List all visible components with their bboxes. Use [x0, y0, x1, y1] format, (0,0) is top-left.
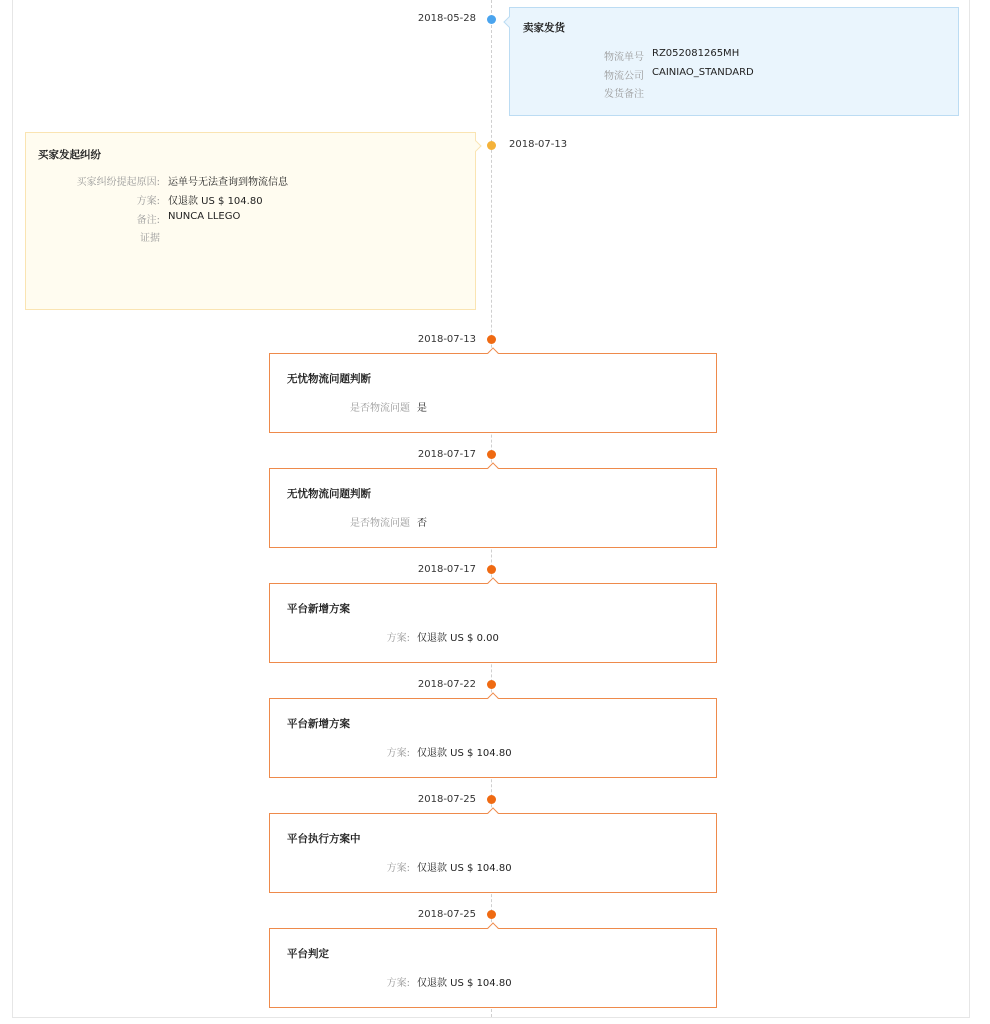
card-title: 无忧物流问题判断 [287, 488, 371, 500]
dispute-plan-value: 仅退款 US $ 104.80 [168, 196, 263, 207]
timeline-node-dot [487, 565, 496, 574]
card-title: 平台新增方案 [287, 718, 350, 730]
event-field-label: 方案: [386, 863, 410, 874]
tracking-number-label: 物流单号 [604, 52, 644, 63]
dispute-reason-value: 运单号无法查询到物流信息 [168, 177, 288, 188]
event-field-value: 仅退款 US $ 0.00 [417, 633, 499, 644]
card-title: 平台新增方案 [287, 603, 350, 615]
card-title: 平台执行方案中 [287, 833, 361, 845]
event-field-value: 仅退款 US $ 104.80 [417, 748, 512, 759]
dispute-remark-label: 备注: [136, 215, 160, 226]
dispute-remark-value: NUNCA LLEGO [168, 211, 241, 222]
seller-shipment-card [509, 7, 959, 116]
event-field-label: 是否物流问题 [350, 403, 410, 414]
platform-event-card [269, 583, 717, 663]
event-field-label: 方案: [386, 748, 410, 759]
timeline-date: 2018-05-28 [417, 13, 476, 24]
event-field-label: 方案: [386, 978, 410, 989]
timeline-date: 2018-07-25 [417, 909, 476, 920]
tracking-number-value: RZ052081265MH [652, 48, 740, 59]
timeline-date: 2018-07-17 [417, 449, 476, 460]
timeline-date: 2018-07-13 [509, 139, 568, 150]
timeline-date: 2018-07-22 [417, 679, 476, 690]
timeline-node-dot [487, 15, 496, 24]
timeline-node-dot [487, 141, 496, 150]
event-field-value: 否 [417, 518, 427, 529]
platform-event-card [269, 353, 717, 433]
timeline-node-dot [487, 335, 496, 344]
card-title: 平台判定 [287, 948, 329, 960]
buyer-dispute-card [25, 132, 476, 310]
event-field-value: 仅退款 US $ 104.80 [417, 863, 512, 874]
platform-event-card [269, 468, 717, 548]
timeline-date: 2018-07-13 [417, 334, 476, 345]
event-field-label: 是否物流问题 [350, 518, 410, 529]
shipment-note-label: 发货备注 [604, 89, 644, 100]
dispute-plan-label: 方案: [136, 196, 160, 207]
timeline-node-dot [487, 795, 496, 804]
event-field-label: 方案: [386, 633, 410, 644]
platform-event-card [269, 813, 717, 893]
carrier-label: 物流公司 [604, 71, 644, 82]
dispute-evidence-label: 证据 [140, 233, 160, 244]
carrier-value: CAINIAO_STANDARD [652, 67, 754, 78]
card-title: 无忧物流问题判断 [287, 373, 371, 385]
timeline-node-dot [487, 450, 496, 459]
event-field-value: 是 [417, 403, 427, 414]
card-title: 卖家发货 [523, 22, 565, 34]
platform-event-card [269, 928, 717, 1008]
timeline-date: 2018-07-25 [417, 794, 476, 805]
event-field-value: 仅退款 US $ 104.80 [417, 978, 512, 989]
timeline-node-dot [487, 680, 496, 689]
timeline-node-dot [487, 910, 496, 919]
dispute-reason-label: 买家纠纷提起原因: [76, 177, 160, 188]
platform-event-card [269, 698, 717, 778]
card-title: 买家发起纠纷 [38, 149, 101, 161]
timeline-date: 2018-07-17 [417, 564, 476, 575]
